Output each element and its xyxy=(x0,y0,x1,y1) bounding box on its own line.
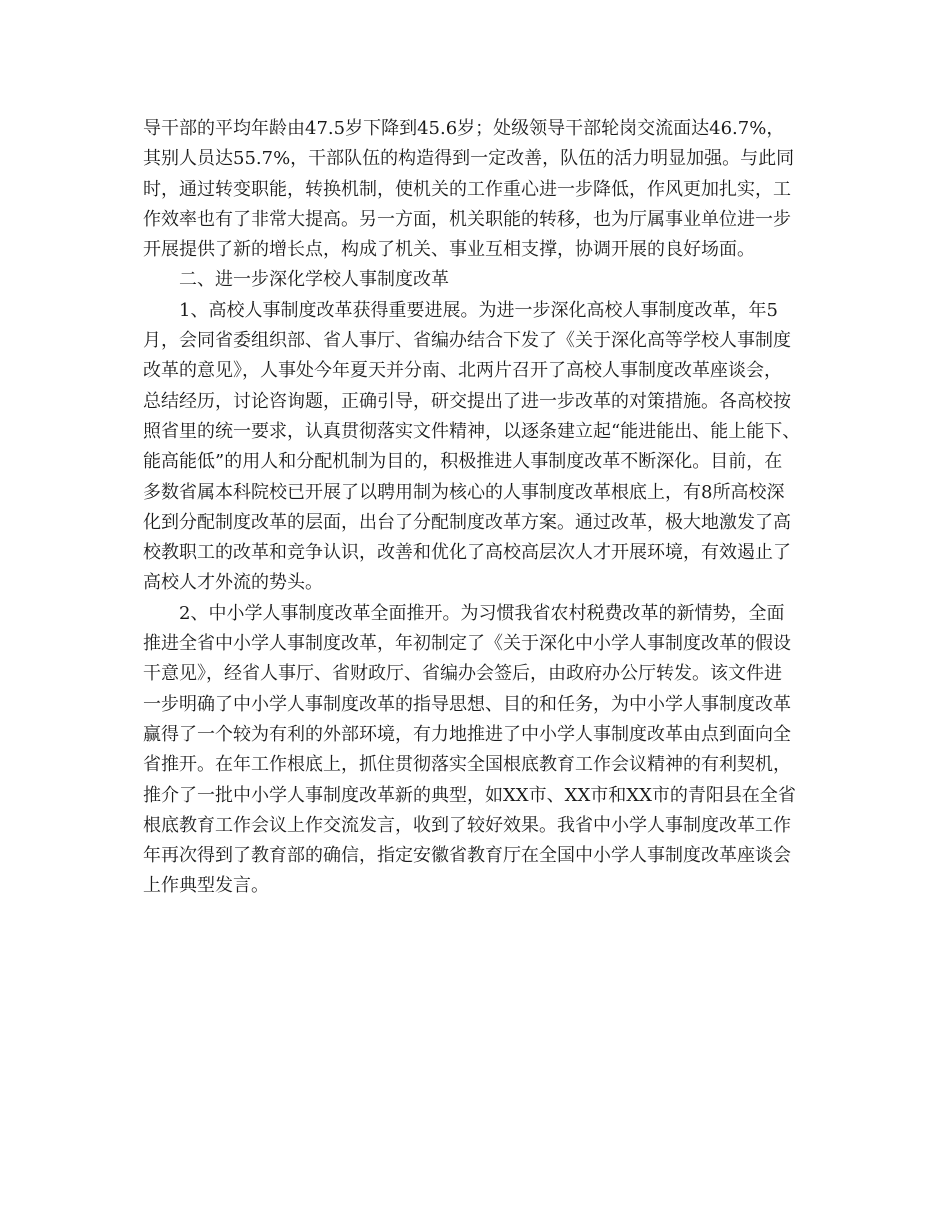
text-line: 多数省属本科院校已开展了以聘用制为核心的人事制度改革根底上，有8所高校深 xyxy=(143,481,785,503)
text-line: 1、高校人事制度改革获得重要进展。为进一步深化高校人事制度改革，年5 xyxy=(179,299,778,321)
paragraph-continuation xyxy=(143,114,808,265)
text-line: 推进全省中小学人事制度改革，年初制定了《关于深化中小学人事制度改革的假设 xyxy=(143,633,791,655)
text-line: 省推开。在年工作根底上，抓住贯彻落实全国根底教育工作会议精神的有利契机， xyxy=(143,754,791,776)
text-line: 照省里的统一要求，认真贯彻落实文件精神，以逐条建立起“能进能出、能上能下、 xyxy=(143,420,801,442)
text-line: 推介了一批中小学人事制度改革新的典型，如XX市、XX市和XX市的青阳县在全省 xyxy=(143,784,796,806)
text-line: 作效率也有了非常大提高。另一方面，机关职能的转移，也为厅属事业单位进一步 xyxy=(143,208,791,230)
paragraph-university-reform xyxy=(143,296,808,599)
text-line: 时，通过转变职能，转换机制，使机关的工作重心进一步降低，作风更加扎实，工 xyxy=(143,178,791,200)
text-line: 2、中小学人事制度改革全面推开。为习惯我省农村税费改革的新情势，全面 xyxy=(179,602,785,624)
text-line: 其别人员达55.7%，干部队伍的构造得到一定改善，队伍的活力明显加强。与此同 xyxy=(143,148,795,170)
text-line: 赢得了一个较为有利的外部环境，有力地推进了中小学人事制度改革由点到面向全 xyxy=(143,723,791,745)
document-body xyxy=(143,114,808,902)
text-line: 干意见》，经省人事厅、省财政厅、省编办会签后，由政府办公厅转发。该文件进 xyxy=(143,663,782,685)
text-line: 导干部的平均年龄由47.5岁下降到45.6岁；处级领导干部轮岗交流面达46.7%， xyxy=(143,118,785,139)
text-line: 一步明确了中小学人事制度改革的指导思想、目的和任务，为中小学人事制度改革 xyxy=(143,693,791,715)
text-line: 高校人才外流的势头。 xyxy=(143,572,323,594)
paragraph-school-reform xyxy=(143,599,808,902)
text-line: 开展提供了新的增长点，构成了机关、事业互相支撑，协调开展的良好场面。 xyxy=(143,239,755,261)
text-line: 月，会同省委组织部、省人事厅、省编办结合下发了《关于深化高等学校人事制度 xyxy=(143,330,791,352)
text-line: 校教职工的改革和竞争认识，改善和优化了高校高层次人才开展环境，有效遏止了 xyxy=(143,542,791,564)
text-line: 改革的意见》，人事处今年夏天并分南、北两片召开了高校人事制度改革座谈会， xyxy=(143,360,782,382)
section-heading: 二、进一步深化学校人事制度改革 xyxy=(179,269,449,291)
text-line: 化到分配制度改革的层面，出台了分配制度改革方案。通过改革，极大地激发了高 xyxy=(143,511,791,533)
text-line: 上作典型发言。 xyxy=(143,875,269,897)
text-line: 能高能低”的用人和分配机制为目的，积极推进人事制度改革不断深化。目前，在 xyxy=(143,451,783,473)
text-line: 总结经历，讨论咨询题，正确引导，研交提出了进一步改革的对策措施。各高校按 xyxy=(143,390,791,412)
text-line: 根底教育工作会议上作交流发言，收到了较好效果。我省中小学人事制度改革工作 xyxy=(143,814,791,836)
text-line: 年再次得到了教育部的确信，指定安徽省教育厅在全国中小学人事制度改革座谈会 xyxy=(143,845,791,867)
